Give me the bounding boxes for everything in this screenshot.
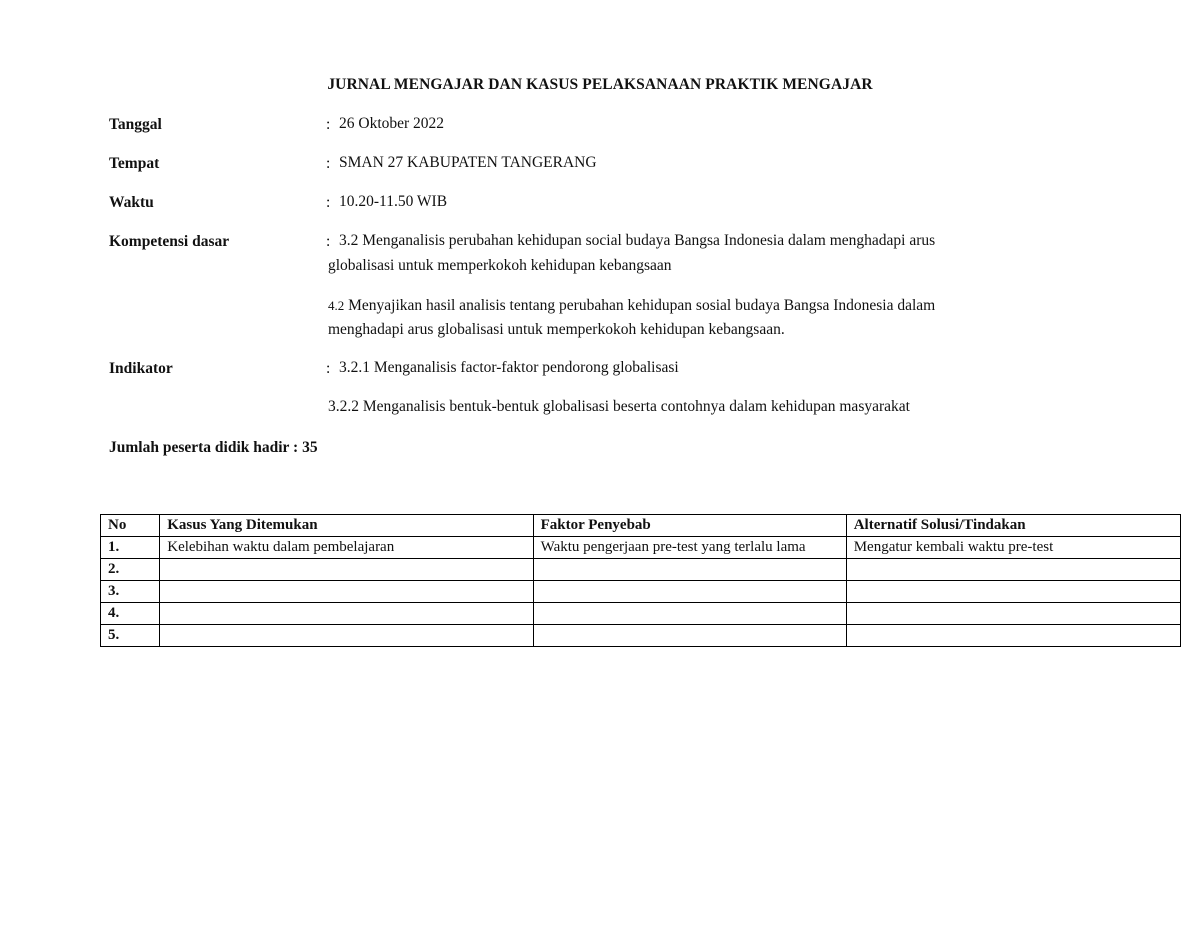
table-row xyxy=(101,537,1181,559)
field-value-tanggal: 26 Oktober 2022 xyxy=(339,115,445,132)
row-kasus xyxy=(160,559,533,581)
header-solusi: Alternatif Solusi/Tindakan xyxy=(846,515,1180,537)
field-value-tempat: SMAN 27 KABUPATEN TANGERANG xyxy=(339,154,597,171)
table-row xyxy=(101,559,1181,581)
field-value-kompetensi-2-line2: menghadapi arus globalisasi untuk memperkokoh kehidupan kebangsaan. xyxy=(328,321,785,338)
field-value-indikator-2: 3.2.2 Menganalisis bentuk-bentuk globalisasi beserta contohnya dalam kehidupan masyarakat xyxy=(328,398,910,415)
field-value-kompetensi-2-line1 xyxy=(328,294,1068,318)
row-no: 5. xyxy=(101,625,160,647)
table-row xyxy=(101,581,1181,603)
field-value-kompetensi-1-line1: 3.2 Menganalisis perubahan kehidupan social budaya Bangsa Indonesia dalam menghadapi arus xyxy=(339,232,936,249)
row-no: 3. xyxy=(101,581,160,603)
field-colon-waktu: : xyxy=(326,194,331,211)
field-value-kompetensi-1-line2: globalisasi untuk memperkokoh kehidupan kebangsaan xyxy=(328,257,672,274)
field-label-waktu: Waktu xyxy=(109,194,154,211)
header-kasus: Kasus Yang Ditemukan xyxy=(160,515,533,537)
row-no: 1. xyxy=(101,537,160,559)
row-solusi xyxy=(846,581,1180,603)
document-title: JURNAL MENGAJAR DAN KASUS PELAKSANAAN PRAKTIK MENGAJAR xyxy=(327,76,873,93)
field-colon-tanggal: : xyxy=(326,116,331,133)
field-colon-tempat: : xyxy=(326,155,331,172)
row-solusi xyxy=(846,603,1180,625)
row-solusi xyxy=(846,559,1180,581)
header-no: No xyxy=(101,515,160,537)
kompetensi-2-text: Menyajikan hasil analisis tentang perubahan kehidupan sosial budaya Bangsa Indonesia dalam xyxy=(348,297,936,314)
field-colon-indikator: : xyxy=(326,360,331,377)
row-kasus xyxy=(160,625,533,647)
row-solusi xyxy=(846,625,1180,647)
field-value-indikator-1: 3.2.1 Menganalisis factor-faktor pendorong globalisasi xyxy=(339,359,679,376)
field-value-waktu: 10.20-11.50 WIB xyxy=(339,193,448,210)
row-kasus xyxy=(160,581,533,603)
field-colon-kompetensi: : xyxy=(326,233,331,250)
row-kasus xyxy=(160,603,533,625)
row-faktor xyxy=(533,625,846,647)
row-kasus: Kelebihan waktu dalam pembelajaran xyxy=(160,537,533,559)
row-faktor xyxy=(533,603,846,625)
attendance-count: Jumlah peserta didik hadir : 35 xyxy=(109,439,318,456)
row-faktor xyxy=(533,559,846,581)
kompetensi-2-number: 4.2 xyxy=(328,298,345,313)
header-faktor: Faktor Penyebab xyxy=(533,515,846,537)
cases-table xyxy=(100,514,1181,647)
field-label-tanggal: Tanggal xyxy=(109,116,162,133)
row-no: 2. xyxy=(101,559,160,581)
field-label-tempat: Tempat xyxy=(109,155,160,172)
table-row xyxy=(101,625,1181,647)
row-no: 4. xyxy=(101,603,160,625)
row-faktor xyxy=(533,581,846,603)
table-row xyxy=(101,603,1181,625)
row-solusi: Mengatur kembali waktu pre-test xyxy=(846,537,1180,559)
field-label-indikator: Indikator xyxy=(109,360,173,377)
field-label-kompetensi: Kompetensi dasar xyxy=(109,233,230,250)
table-header-row xyxy=(101,515,1181,537)
row-faktor: Waktu pengerjaan pre-test yang terlalu lama xyxy=(533,537,846,559)
